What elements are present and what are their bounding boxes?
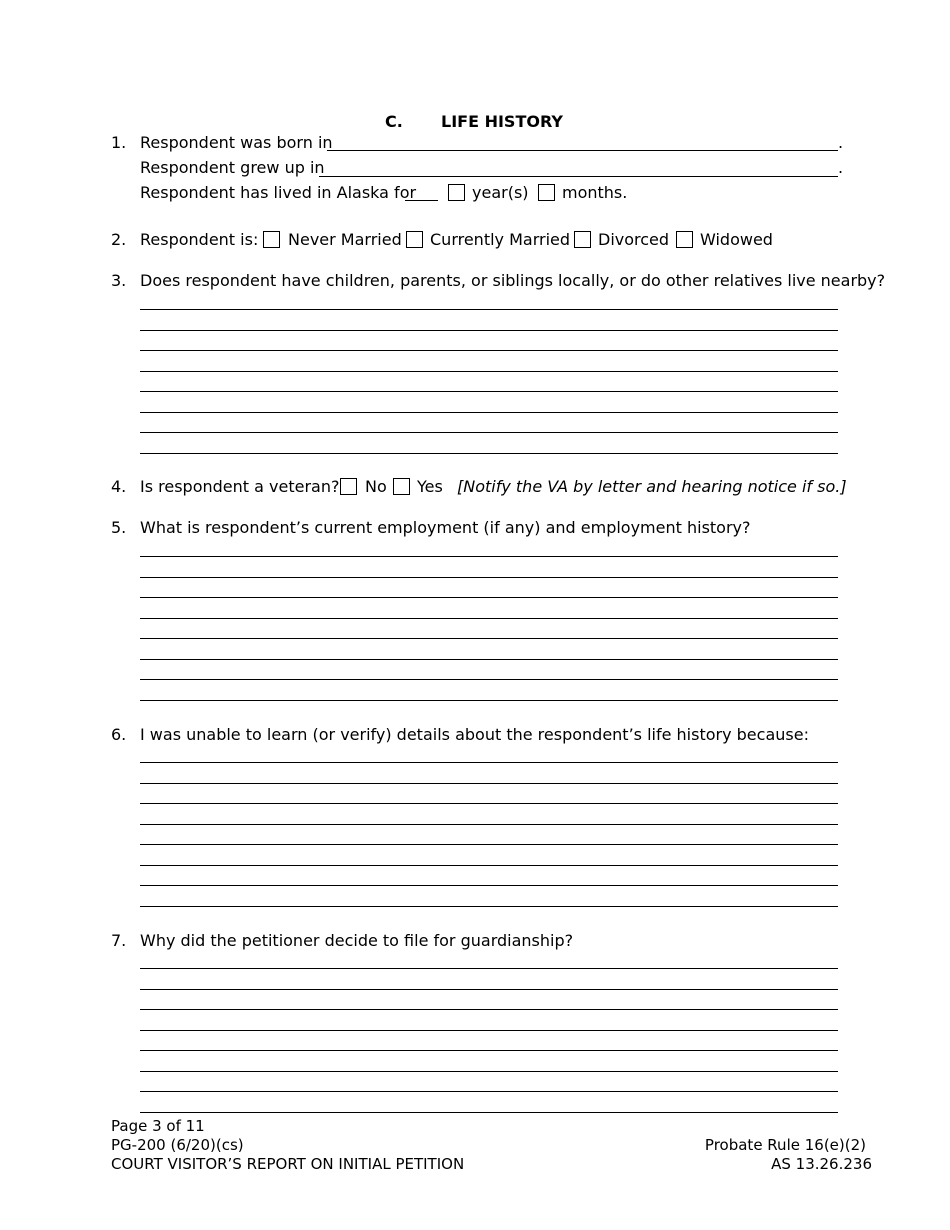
veteran-no-checkbox[interactable] xyxy=(340,478,357,495)
q7-number: 7. xyxy=(111,931,127,950)
q7-answer-line[interactable] xyxy=(140,1030,838,1031)
footer-page-number: Page 3 of 11 xyxy=(111,1117,205,1135)
footer-report-title: COURT VISITOR’S REPORT ON INITIAL PETITION xyxy=(111,1155,465,1173)
currently-married-checkbox[interactable] xyxy=(406,231,423,248)
q6-answer-line[interactable] xyxy=(140,844,838,845)
veteran-yes-checkbox[interactable] xyxy=(393,478,410,495)
lived-label: Respondent has lived in Alaska for xyxy=(140,183,417,202)
q5-answer-line[interactable] xyxy=(140,659,838,660)
q5-answer-line[interactable] xyxy=(140,679,838,680)
years-checkbox[interactable] xyxy=(448,184,465,201)
divorced-label: Divorced xyxy=(598,230,670,249)
q7-text: Why did the petitioner decide to file for guardianship? xyxy=(140,931,574,950)
q6-answer-line[interactable] xyxy=(140,885,838,886)
q6-answer-line[interactable] xyxy=(140,762,838,763)
q6-answer-line[interactable] xyxy=(140,906,838,907)
q4-text: Is respondent a veteran? xyxy=(140,477,340,496)
q3-text: Does respondent have children, parents, or siblings locally, or do other relatives live nearby? xyxy=(140,271,886,290)
q4-number: 4. xyxy=(111,477,127,496)
q6-text: I was unable to learn (or verify) details about the respondent’s life history because: xyxy=(140,725,809,744)
q3-answer-line[interactable] xyxy=(140,453,838,454)
q6-answer-line[interactable] xyxy=(140,824,838,825)
born-field[interactable] xyxy=(327,150,838,151)
q5-answer-line[interactable] xyxy=(140,638,838,639)
q5-answer-line[interactable] xyxy=(140,618,838,619)
q5-answer-line[interactable] xyxy=(140,577,838,578)
q7-answer-line[interactable] xyxy=(140,1071,838,1072)
q3-number: 3. xyxy=(111,271,127,290)
lived-duration-field[interactable] xyxy=(405,200,438,201)
q5-number: 5. xyxy=(111,518,127,537)
footer-probate-rule: Probate Rule 16(e)(2) xyxy=(704,1136,866,1154)
marital-label: Respondent is: xyxy=(140,230,259,249)
grew-field[interactable] xyxy=(319,176,838,177)
footer-statute: AS 13.26.236 xyxy=(771,1155,872,1173)
never-married-checkbox[interactable] xyxy=(263,231,280,248)
months-checkbox[interactable] xyxy=(538,184,555,201)
section-title: LIFE HISTORY xyxy=(441,112,563,131)
veteran-note: [Notify the VA by letter and hearing notice if so.] xyxy=(457,477,847,496)
q7-answer-line[interactable] xyxy=(140,1050,838,1051)
footer-form-number: PG-200 (6/20)(cs) xyxy=(111,1136,244,1154)
grew-period: . xyxy=(838,158,844,177)
veteran-yes-label: Yes xyxy=(417,477,443,496)
q6-answer-line[interactable] xyxy=(140,803,838,804)
q7-answer-line[interactable] xyxy=(140,1112,838,1113)
months-label: months. xyxy=(562,183,628,202)
q3-answer-line[interactable] xyxy=(140,391,838,392)
never-married-label: Never Married xyxy=(288,230,402,249)
q7-answer-line[interactable] xyxy=(140,1009,838,1010)
q6-number: 6. xyxy=(111,725,127,744)
q5-answer-line[interactable] xyxy=(140,597,838,598)
widowed-checkbox[interactable] xyxy=(676,231,693,248)
q5-answer-line[interactable] xyxy=(140,700,838,701)
q7-answer-line[interactable] xyxy=(140,989,838,990)
q7-answer-line[interactable] xyxy=(140,968,838,969)
q1-number: 1. xyxy=(111,133,127,152)
years-label: year(s) xyxy=(472,183,529,202)
q3-answer-line[interactable] xyxy=(140,432,838,433)
q2-number: 2. xyxy=(111,230,127,249)
q3-answer-line[interactable] xyxy=(140,350,838,351)
q3-answer-line[interactable] xyxy=(140,371,838,372)
q3-answer-line[interactable] xyxy=(140,309,838,310)
q6-answer-line[interactable] xyxy=(140,783,838,784)
born-label: Respondent was born in xyxy=(140,133,333,152)
q3-answer-line[interactable] xyxy=(140,412,838,413)
divorced-checkbox[interactable] xyxy=(574,231,591,248)
veteran-no-label: No xyxy=(365,477,387,496)
q5-answer-line[interactable] xyxy=(140,556,838,557)
grew-label: Respondent grew up in xyxy=(140,158,325,177)
born-period: . xyxy=(838,133,844,152)
q5-text: What is respondent’s current employment (if any) and employment history? xyxy=(140,518,751,537)
q3-answer-line[interactable] xyxy=(140,330,838,331)
section-letter: C. xyxy=(385,112,403,131)
q7-answer-line[interactable] xyxy=(140,1091,838,1092)
currently-married-label: Currently Married xyxy=(430,230,571,249)
widowed-label: Widowed xyxy=(700,230,773,249)
q6-answer-line[interactable] xyxy=(140,865,838,866)
